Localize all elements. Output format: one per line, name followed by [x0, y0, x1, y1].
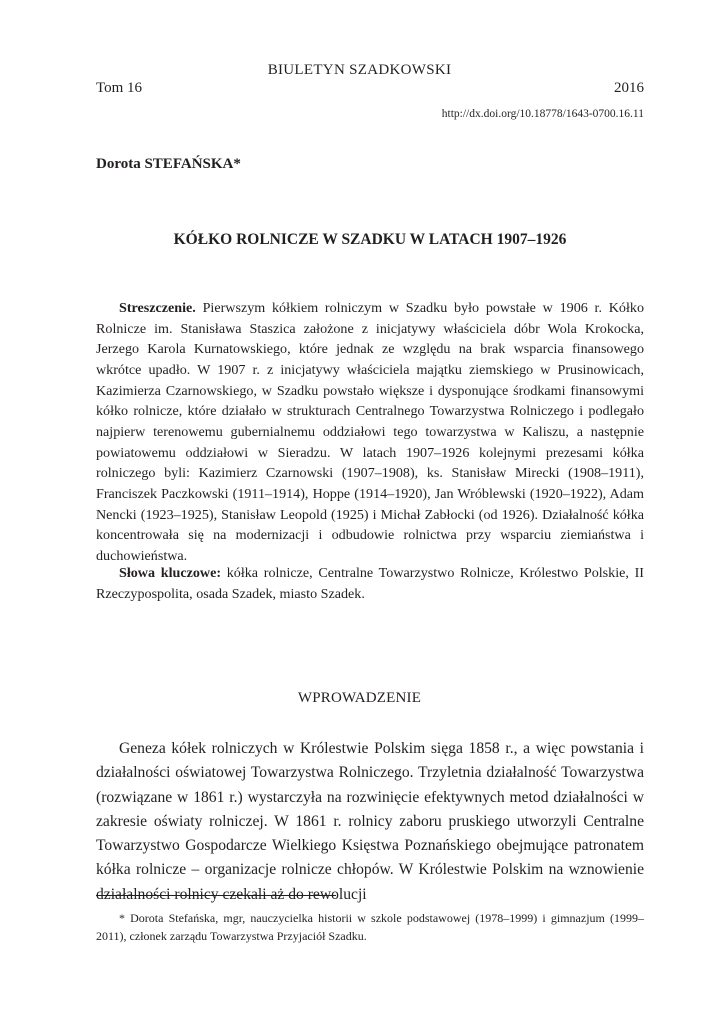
volume-number: Tom 16	[96, 80, 143, 96]
abstract-label: Streszczenie.	[119, 300, 196, 316]
doi-link[interactable]: http://dx.doi.org/10.18778/1643-0700.16.11	[441, 108, 644, 120]
journal-name: BIULETYN SZADKOWSKI	[267, 62, 452, 78]
article-title: KÓŁKO ROLNICZE W SZADKU W LATACH 1907–1926	[173, 231, 567, 248]
keywords-text: kółka rolnicze, Centralne Towarzystwo Rolnicze, Królestwo Polskie, II Rzeczypospolita, osada Szadek, miasto Szadek.	[96, 565, 644, 602]
abstract	[96, 298, 644, 567]
intro-paragraph: Geneza kółek rolniczych w Królestwie Polskim sięga 1858 r., a więc powstania i działalności oświatowej Towarzystwa Rolniczego. Trzyletnia działalność Towarzystwa (rozwiązane w 1861 r.) wystarczyła na rozwinięcie efektywnych metod działalności w zakresie oświaty rolniczej. W 1861 r. rolnicy zaboru pruskiego utworzyli Centralne Towarzystwo Gospodarcze Wielkiego Księstwa Poznańskiego obejmujące patronatem kółka rolnicze – organizacje rolnicze chłopów. W Królestwie Polskim na wznowienie działalności rolnicy czekali aż do rewolucji	[96, 740, 644, 903]
footnote: * Dorota Stefańska, mgr, nauczycielka historii w szkole podstawowej (1978–1999) i gimnazjum (1999–2011), członek zarządu Towarzystwa Przyjaciół Szadku.	[96, 911, 644, 943]
keywords	[96, 563, 644, 604]
abstract-text: Pierwszym kółkiem rolniczym w Szadku było powstałe w 1906 r. Kółko Rolnicze im. Stanisława Staszica założone z inicjatywy właściciela dóbr Wola Krokocka, Jerzego Karola Kurnatowskiego, które jednak ze względu na brak wsparcia finansowego wkrótce upadło. W 1907 r. z inicjatywy właściciela majątku ziemskiego w Prusinowicach, Kazimierza Czarnowskiego, w Szadku powstało większe i dysponujące środkami finansowymi kółko rolnicze, które działało w strukturach Centralnego Towarzystwa Rolniczego i podlegało najpierw terenowemu gubernialnemu oddziałowi tego towarzystwa w Kaliszu, a następnie powiatowemu oddziałowi w Sieradzu. W latach 1907–1926 kolejnymi prezesami kółka rolniczego byli: Kazimierz Czarnowski (1907–1908), ks. Stanisław Mirecki (1908–1911), Franciszek Paczkowski (1911–1914), Hoppe (1914–1920), Jan Wróblewski (1920–1922), Adam Nencki (1923–1925), Stanisław Leopold (1925) i Michał Zabłocki (od 1926). Działalność kółka koncentrowała się na modernizacji i odbudowie rolnictwa przy wsparciu ziemiaństwa i duchowieństwa.	[96, 300, 644, 564]
section-heading: WPROWADZENIE	[297, 690, 422, 706]
keywords-label: Słowa kluczowe:	[119, 565, 222, 581]
footnote-separator	[96, 895, 336, 896]
publication-year: 2016	[614, 80, 644, 96]
author-name: Dorota STEFAŃSKA*	[96, 156, 241, 172]
